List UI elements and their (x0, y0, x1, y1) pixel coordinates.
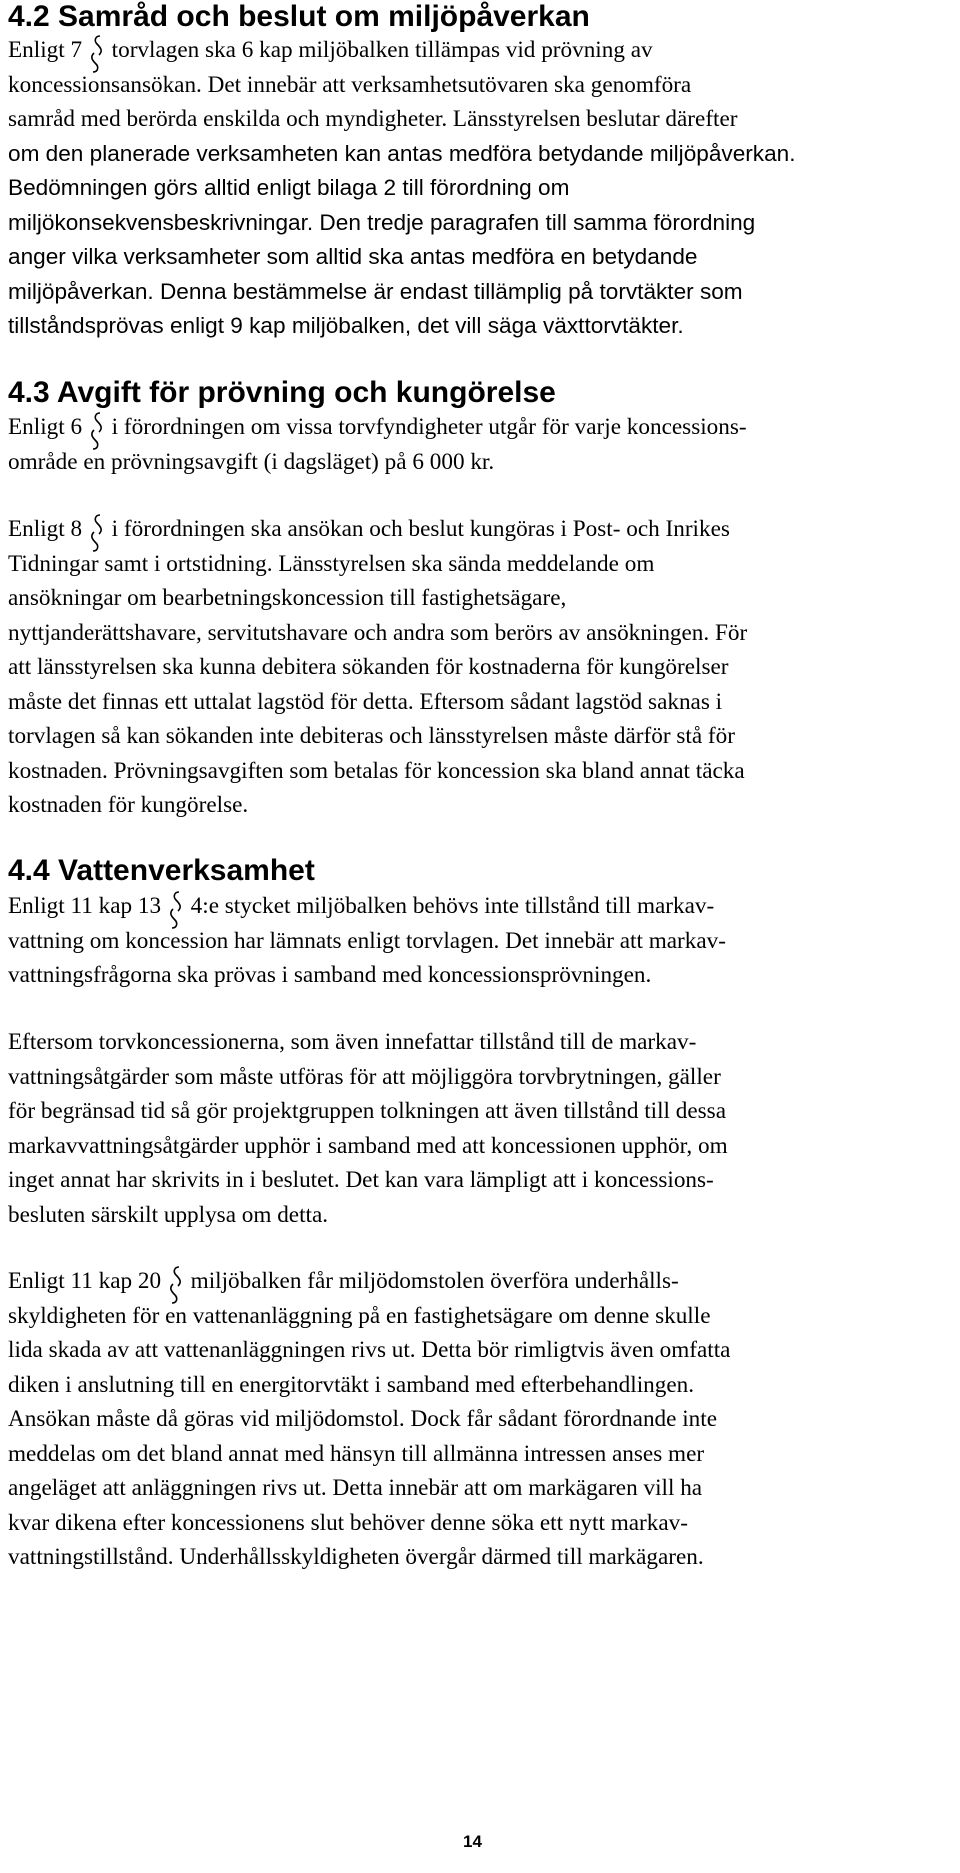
section-4-4 (8, 854, 953, 888)
text-line: diken i anslutning till en energitorvtäkt i samband med efterbehandlingen. (8, 1371, 695, 1398)
section-4-2 (8, 0, 953, 34)
text-line: Eftersom torvkoncessionerna, som även innefattar tillstånd till de markav- (8, 1029, 697, 1055)
paragraph (8, 512, 953, 823)
text-line: måste det finnas ett uttalat lagstöd för detta. Eftersom sådant lagstöd saknas i (8, 688, 723, 715)
text-line: kostnaden. Prövningsavgiften som betalas för koncession ska bland annat täcka (8, 757, 745, 784)
text-line: ansökningar om bearbetningskoncession till fastighetsägare, (8, 585, 567, 611)
text-line: kvar dikena efter koncessionens slut behöver denne söka ett nytt markav- (8, 1509, 688, 1536)
text-line: anger vilka verksamheter som alltid ska antas medföra en betydande (8, 244, 698, 269)
text-line: torvlagen så kan sökanden inte debiteras och länsstyrelsen måste därför stå för (8, 723, 735, 749)
text-line: Enligt 8 i förordningen ska ansökan och beslut kungöras i Post- och Inrikes (8, 512, 953, 547)
text-line: miljökonsekvensbeskrivningar. Den tredje paragrafen till samma förordning (8, 209, 756, 235)
text-line: angeläget att anläggningen rivs ut. Detta innebär att om markägaren vill ha (8, 1475, 703, 1501)
text-line: inget annat har skrivits in i beslutet. Det kan vara lämpligt att i koncessions- (8, 1167, 714, 1193)
text-line: om den planerade verksamheten kan antas medföra betydande miljöpåverkan. (8, 140, 796, 166)
text-line: nyttjanderättshavare, servitutshavare och andra som berörs av ansökningen. För (8, 619, 748, 646)
page-number: 14 (463, 1832, 482, 1851)
text-line: Bedömningen görs alltid enligt bilaga 2 till förordning om (8, 175, 570, 200)
section-4-4-paragraph-1 (8, 889, 953, 993)
section-heading: 4.3 Avgift för prövning och kungörelse (8, 376, 556, 409)
paragraph (8, 1025, 953, 1232)
text-line: markavvattningsåtgärder upphör i samband med att koncessionen upphör, om (8, 1132, 728, 1159)
section-4-3-paragraph-1 (8, 410, 953, 479)
text-line: Enligt 11 kap 13 4:e stycket miljöbalken behövs inte tillstånd till markav- (8, 889, 953, 924)
paragraph (8, 33, 953, 344)
section-4-4-paragraph-3 (8, 1264, 953, 1575)
text-line: vattningstillstånd. Underhållsskyldigheten övergår därmed till markägaren. (8, 1544, 704, 1570)
text-line: samråd med berörda enskilda och myndigheter. Länsstyrelsen beslutar därefter (8, 106, 738, 132)
text-line: besluten särskilt upplysa om detta. (8, 1201, 329, 1228)
section-4-2-paragraph-1 (8, 33, 953, 344)
text-line: Enligt 11 kap 20 miljöbalken får miljödomstolen överföra underhålls- (8, 1264, 953, 1299)
text-line: vattningsåtgärder som måste utföras för att möjliggöra torvbrytningen, gäller (8, 1063, 721, 1090)
section-4-3-paragraph-2 (8, 512, 953, 823)
text-line: lida skada av att vattenanläggningen rivs ut. Detta bör rimligtvis även omfatta (8, 1337, 731, 1363)
section-4-4-paragraph-2 (8, 1025, 953, 1232)
text-line: område en prövningsavgift (i dagsläget) på 6 000 kr. (8, 448, 495, 475)
paragraph (8, 410, 953, 479)
text-line: miljöpåverkan. Denna bestämmelse är endast tillämplig på torvtäkter som (8, 278, 743, 304)
section-4-3 (8, 376, 953, 410)
text-line: koncessionsansökan. Det innebär att verksamhetsutövaren ska genomföra (8, 71, 692, 98)
text-line: för begränsad tid så gör projektgruppen tolkningen att även tillstånd till dessa (8, 1098, 726, 1124)
text-line: skyldigheten för en vattenanläggning på en fastighetsägare om denne skulle (8, 1302, 711, 1329)
text-line: Enligt 6 i förordningen om vissa torvfyndigheter utgår för varje koncessions- (8, 410, 953, 445)
text-line: kostnaden för kungörelse. (8, 792, 249, 818)
text-line: tillståndsprövas enligt 9 kap miljöbalken, det vill säga växttorvtäkter. (8, 313, 684, 338)
text-line: Tidningar samt i ortstidning. Länsstyrelsen ska sända meddelande om (8, 550, 655, 577)
text-line: vattningsfrågorna ska prövas i samband med koncessionsprövningen. (8, 962, 652, 988)
paragraph (8, 1264, 953, 1575)
text-line: meddelas om det bland annat med hänsyn till allmänna intressen anses mer (8, 1440, 705, 1467)
paragraph (8, 889, 953, 993)
text-line: Ansökan måste då göras vid miljödomstol. Dock får sådant förordnande inte (8, 1406, 717, 1432)
section-heading: 4.4 Vattenverksamhet (8, 854, 315, 887)
text-line: att länsstyrelsen ska kunna debitera sökanden för kostnaderna för kungörelser (8, 654, 729, 680)
text-line: vattning om koncession har lämnats enligt torvlagen. Det innebär att markav- (8, 927, 726, 954)
section-heading: 4.2 Samråd och beslut om miljöpåverkan (8, 0, 590, 33)
text-line: Enligt 7 torvlagen ska 6 kap miljöbalken tillämpas vid prövning av (8, 33, 953, 68)
